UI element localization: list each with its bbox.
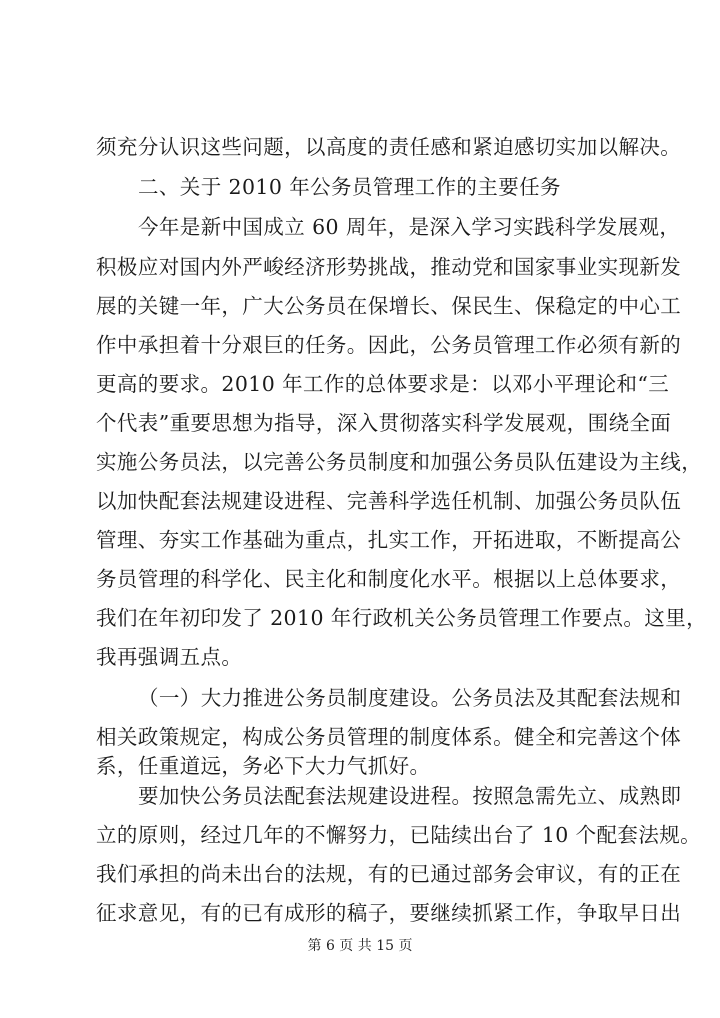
page-footer: 第 6 页 共 15 页 [307, 938, 413, 954]
text-line: 要加快公务员法配套法规建设进程。按照急需先立、成熟即 [138, 784, 682, 808]
text-line: 个代表”重要思想为指导，深入贯彻落实科学发展观，围绕全面 [96, 411, 672, 435]
text-line: 我再强调五点。 [96, 645, 243, 669]
section-heading: 二、关于 2010 年公务员管理工作的主要任务 [138, 175, 561, 199]
text-line: 相关政策规定，构成公务员管理的制度体系。健全和完善这个体 [96, 725, 682, 749]
text-line: 立的原则，经过几年的不懈努力，已陆续出台了 10 个配套法规。 [96, 823, 702, 847]
text-line: 更高的要求。2010 年工作的总体要求是：以邓小平理论和“三 [96, 372, 670, 396]
text-line: 务员管理的科学化、民主化和制度化水平。根据以上总体要求， [96, 567, 682, 591]
text-line: 实施公务员法，以完善公务员制度和加强公务员队伍建设为主线， [96, 450, 703, 474]
text-line: 今年是新中国成立 60 周年，是深入学习实践科学发展观， [138, 215, 681, 239]
text-line: 积极应对国内外严峻经济形势挑战，推动党和国家事业实现新发 [96, 255, 682, 279]
text-line: 以加快配套法规建设进程、完善科学选任机制、加强公务员队伍 [96, 489, 682, 513]
text-line: 我们承担的尚未出台的法规，有的已通过部务会审议，有的正在 [96, 862, 682, 886]
text-line: 系，任重道远，务必下大力气抓好。 [96, 754, 431, 778]
text-line: 征求意见，有的已有成形的稿子，要继续抓紧工作，争取早日出 [96, 901, 682, 925]
text-line: 展的关键一年，广大公务员在保增长、保民生、保稳定的中心工 [96, 294, 682, 318]
text-line: 作中承担着十分艰巨的任务。因此，公务员管理工作必须有新的 [96, 333, 682, 357]
text-line: 管理、夯实工作基础为重点，扎实工作，开拓进取，不断提高公 [96, 528, 682, 552]
text-line: 须充分认识这些问题，以高度的责任感和紧迫感切实加以解决。 [96, 135, 682, 159]
subsection-heading: （一）大力推进公务员制度建设。公务员法及其配套法规和 [138, 686, 682, 710]
text-line: 我们在年初印发了 2010 年行政机关公务员管理工作要点。这里， [96, 606, 708, 630]
